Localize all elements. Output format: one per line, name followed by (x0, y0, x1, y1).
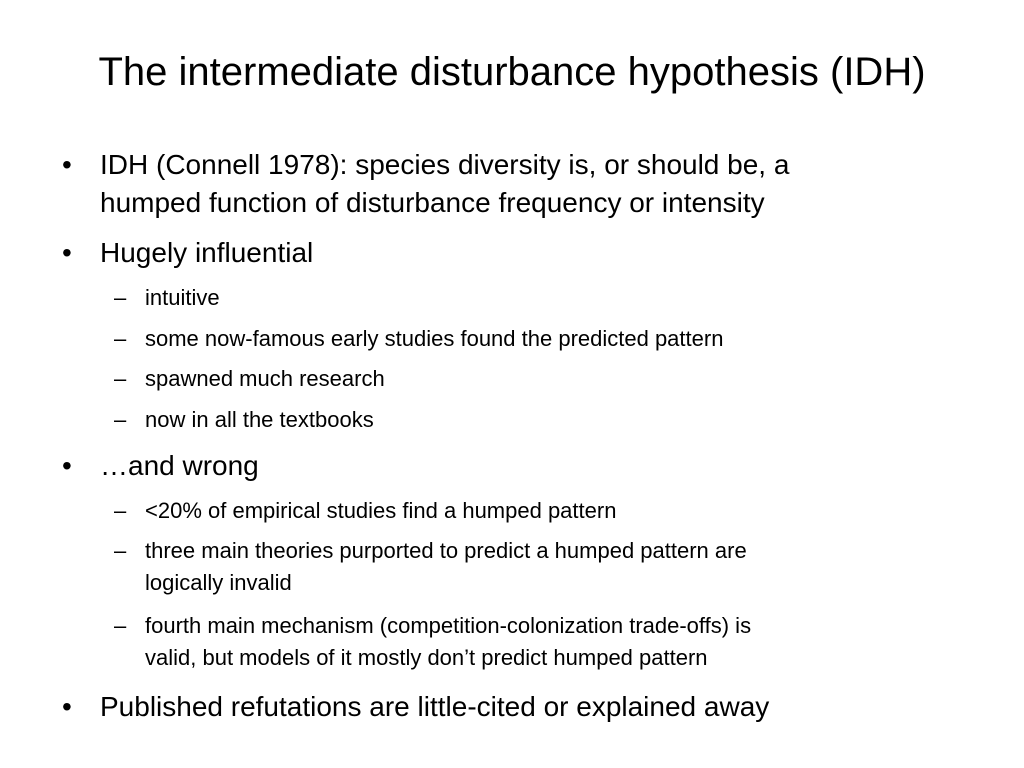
slide-title: The intermediate disturbance hypothesis (IDH) (98, 50, 926, 94)
bullet-marker: • (62, 237, 72, 268)
sub-item-text-line: now in all the textbooks (145, 407, 374, 432)
sub-item-three-theories (114, 535, 965, 599)
bullet-item-idh (62, 146, 980, 222)
sub-item-empirical-studies (114, 495, 965, 527)
bullet-text-line: Published refutations are little-cited or explained away (100, 691, 770, 722)
sub-item-text-line: fourth main mechanism (competition-colonization trade-offs) is (145, 613, 752, 638)
bullet-marker: • (62, 450, 72, 481)
bullet-text-line: IDH (Connell 1978): species diversity is, or should be, a (100, 149, 790, 180)
dash-marker: – (114, 285, 127, 310)
dash-marker: – (114, 407, 127, 432)
dash-marker: – (114, 366, 127, 391)
bullet-item-and-wrong (62, 447, 980, 485)
bullet-text-line: humped function of disturbance frequency or intensity (100, 187, 765, 218)
bullet-item-refutations (62, 688, 980, 726)
sub-item-text-line: three main theories purported to predict a humped pattern are (145, 538, 747, 563)
bullet-item-hugely-influential (62, 234, 980, 272)
sub-item-text-line: some now-famous early studies found the predicted pattern (145, 326, 724, 351)
sub-item-fourth-mechanism (114, 610, 965, 674)
dash-marker: – (114, 326, 127, 351)
sub-item-intuitive (114, 282, 965, 314)
dash-marker: – (114, 498, 127, 523)
sub-item-text-line: logically invalid (145, 570, 292, 595)
sub-item-text-line: <20% of empirical studies find a humped pattern (145, 498, 617, 523)
sub-item-text-line: valid, but models of it mostly don’t predict humped pattern (145, 645, 708, 670)
sub-item-early-studies (114, 323, 965, 355)
sub-item-text-line: spawned much research (145, 366, 385, 391)
sub-item-spawned-research (114, 363, 965, 395)
bullet-marker: • (62, 149, 72, 180)
dash-marker: – (114, 613, 127, 638)
bullet-text-line: …and wrong (100, 450, 259, 481)
dash-marker: – (114, 538, 127, 563)
sub-item-textbooks (114, 404, 965, 436)
bullet-marker: • (62, 691, 72, 722)
bullet-text-line: Hugely influential (100, 237, 314, 268)
sub-item-text-line: intuitive (145, 285, 220, 310)
